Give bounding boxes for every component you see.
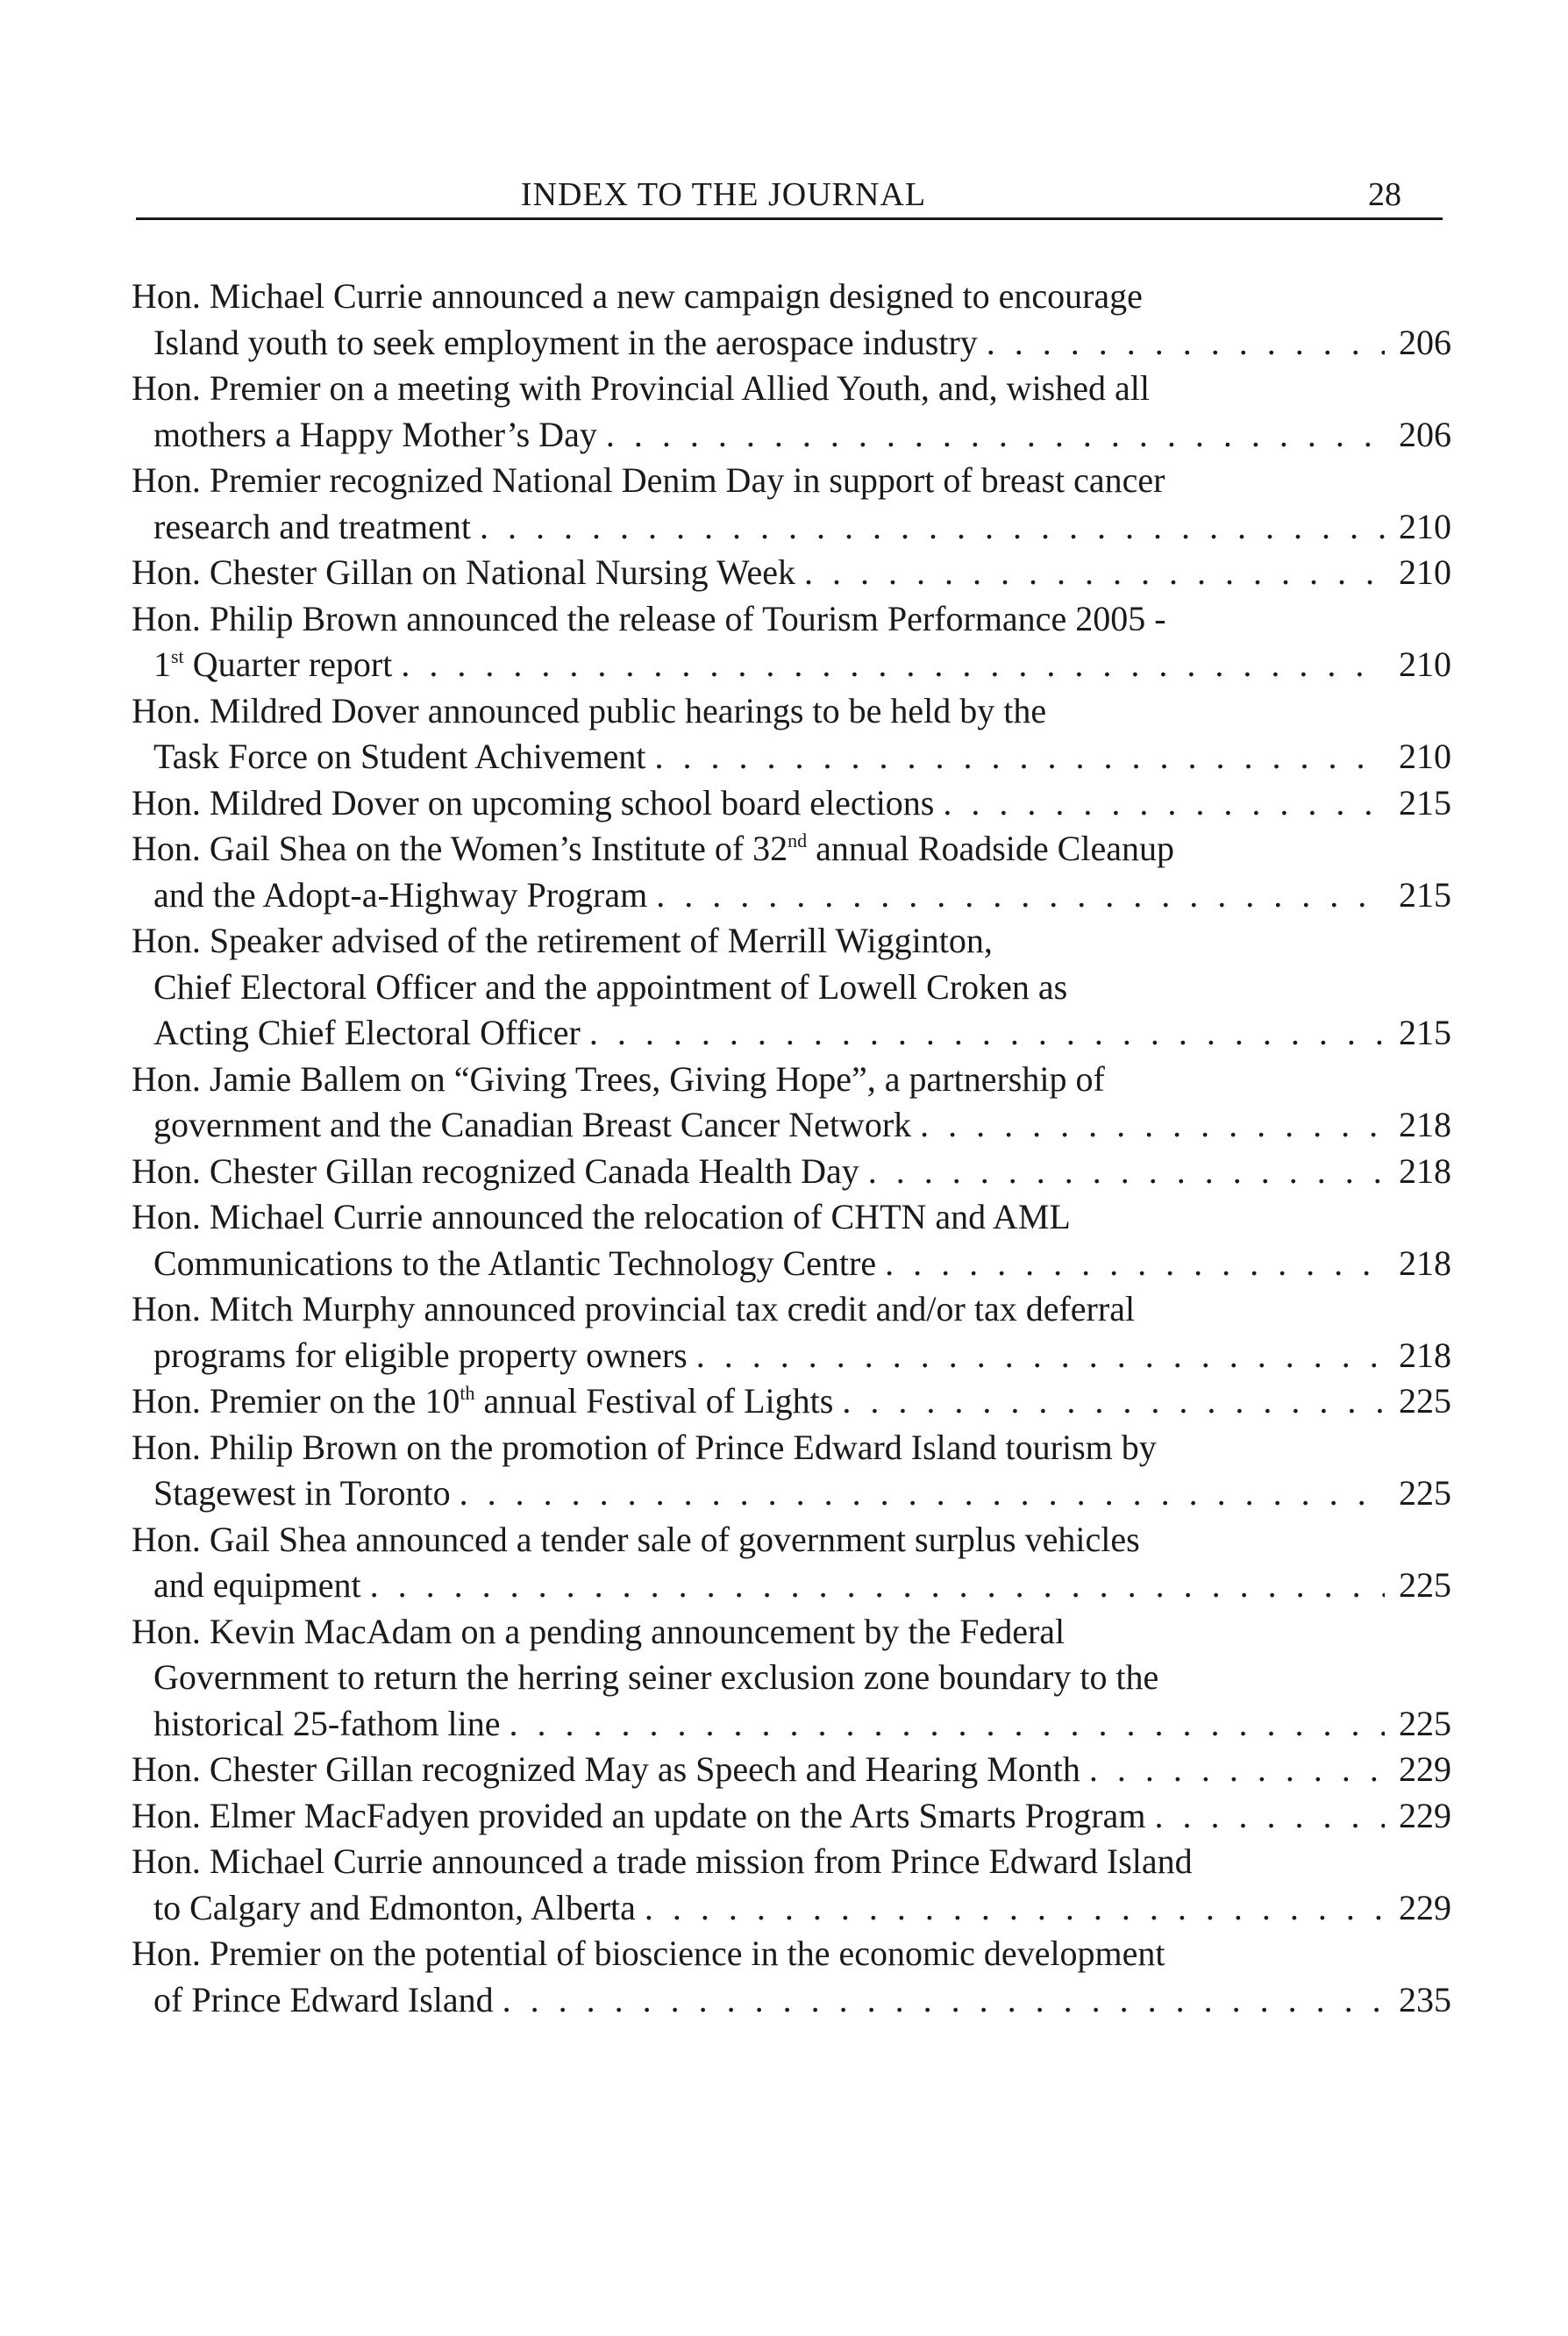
entry-text: Hon. Gail Shea on the Women’s Institute of 32 — [132, 829, 788, 868]
entry-page-number: 229 — [1399, 1887, 1451, 1927]
ordinal-number: 1 — [153, 645, 171, 684]
entry-page-number: 215 — [1399, 782, 1451, 823]
entry-line: research and treatment — [153, 506, 472, 546]
index-entry — [132, 918, 1451, 1057]
index-entry — [132, 1286, 1451, 1378]
index-entry — [132, 1931, 1451, 2023]
entry-line: Hon. Elmer MacFadyen provided an update on the Arts Smarts Program — [132, 1795, 1146, 1835]
entry-page-number: 206 — [1399, 414, 1451, 454]
entry-line: of Prince Edward Island — [153, 1979, 494, 2019]
entry-line: Hon. Chester Gillan recognized Canada Health Day — [132, 1150, 859, 1191]
entry-page-number: 210 — [1399, 552, 1451, 592]
leader-dots — [645, 1885, 1385, 1932]
entry-line — [132, 1378, 833, 1425]
index-entry — [132, 1517, 1451, 1609]
entry-line: Hon. Premier on a meeting with Provincial Allied Youth, and, wished all — [132, 368, 1150, 408]
entry-page-number: 225 — [1399, 1381, 1451, 1421]
entry-page-number: 225 — [1399, 1703, 1451, 1743]
entry-page-number: 206 — [1399, 322, 1451, 362]
entry-line: Hon. Philip Brown on the promotion of Prince Edward Island tourism by — [132, 1427, 1157, 1467]
leader-dots — [1089, 1747, 1385, 1793]
entry-line: Stagewest in Toronto — [153, 1473, 451, 1513]
leader-dots — [480, 504, 1385, 551]
entry-page-number: 218 — [1399, 1335, 1451, 1375]
entry-page-number: 225 — [1399, 1473, 1451, 1513]
entry-line: Hon. Mildred Dover on upcoming school board elections — [132, 782, 935, 823]
header-page-number: 28 — [1368, 176, 1401, 213]
leader-dots — [460, 1471, 1385, 1517]
entry-line — [132, 826, 1451, 872]
entry-line: programs for eligible property owners — [153, 1335, 688, 1375]
running-header — [136, 168, 1456, 223]
entry-line: Hon. Chester Gillan recognized May as Speech and Hearing Month — [132, 1749, 1080, 1789]
entry-page-number: 210 — [1399, 737, 1451, 776]
header-title: INDEX TO THE JOURNAL — [520, 176, 927, 213]
leader-dots — [401, 642, 1385, 688]
leader-dots — [589, 1010, 1385, 1057]
entry-text: Hon. Premier on the 10 — [132, 1381, 460, 1421]
index-entry — [132, 826, 1451, 918]
entry-page-number: 210 — [1399, 506, 1451, 546]
leader-dots — [370, 1563, 1385, 1609]
leader-dots — [606, 412, 1385, 459]
leader-dots — [509, 1701, 1385, 1748]
entry-line: Hon. Gail Shea announced a tender sale of government surplus vehicles — [132, 1519, 1140, 1559]
leader-dots — [502, 1977, 1385, 2024]
entry-line: Hon. Mitch Murphy announced provincial tax credit and/or tax deferral — [132, 1289, 1136, 1328]
entry-line: Communications to the Atlantic Technology Centre — [153, 1243, 877, 1283]
ordinal-suffix: st — [171, 645, 184, 667]
header-rule — [136, 217, 1443, 220]
entry-line: government and the Canadian Breast Cancer Network — [153, 1105, 912, 1144]
index-entry — [132, 1425, 1451, 1517]
entry-line: Government to return the herring seiner exclusion zone boundary to the — [153, 1657, 1159, 1697]
entry-line: mothers a Happy Mother’s Day — [153, 414, 597, 454]
leader-dots — [1154, 1793, 1385, 1840]
entry-line: Hon. Premier recognized National Denim Day in support of breast cancer — [132, 460, 1165, 500]
entry-page-number: 215 — [1399, 874, 1451, 915]
entry-text: Quarter report — [183, 645, 393, 684]
entry-line: Task Force on Student Achivement — [153, 737, 646, 776]
ordinal-suffix: th — [460, 1382, 475, 1404]
index-entry — [132, 458, 1451, 550]
leader-dots — [987, 320, 1385, 367]
entry-line: historical 25-fathom line — [153, 1703, 501, 1743]
entry-line: to Calgary and Edmonton, Alberta — [153, 1887, 636, 1927]
ordinal-suffix: nd — [788, 830, 808, 851]
entry-line: Hon. Speaker advised of the retirement of Merrill Wigginton, — [132, 921, 993, 960]
leader-dots — [920, 1102, 1385, 1149]
index-entry — [132, 1747, 1451, 1793]
entry-page-number: 229 — [1399, 1795, 1451, 1835]
entry-page-number: 235 — [1399, 1979, 1451, 2019]
entry-line: Hon. Chester Gillan on National Nursing Week — [132, 552, 796, 592]
index-entry — [132, 1378, 1451, 1425]
entry-line: Hon. Michael Currie announced the relocation of CHTN and AML — [132, 1197, 1071, 1236]
index-entry — [132, 688, 1451, 780]
entry-line: Hon. Michael Currie announced a new campaign designed to encourage — [132, 276, 1143, 316]
leader-dots — [868, 1149, 1385, 1195]
index-entry — [132, 1194, 1451, 1286]
entry-line: Island youth to seek employment in the aerospace industry — [153, 322, 978, 362]
entry-page-number: 218 — [1399, 1243, 1451, 1283]
index-entry — [132, 550, 1451, 596]
index-entry — [132, 596, 1451, 688]
entry-page-number: 229 — [1399, 1749, 1451, 1789]
entry-text: annual Roadside Cleanup — [807, 829, 1174, 868]
index-entry — [132, 1839, 1451, 1931]
entry-page-number: 218 — [1399, 1150, 1451, 1191]
entry-line — [153, 642, 392, 688]
entry-line: Hon. Jamie Ballem on “Giving Trees, Giving Hope”, a partnership of — [132, 1058, 1105, 1099]
index-entry — [132, 366, 1451, 458]
index-entry — [132, 1793, 1451, 1840]
leader-dots — [696, 1333, 1385, 1379]
entry-text: annual Festival of Lights — [474, 1381, 834, 1421]
entry-page-number: 215 — [1399, 1013, 1451, 1052]
entry-line: Hon. Mildred Dover announced public hearings to be held by the — [132, 690, 1047, 730]
entry-page-number: 210 — [1399, 645, 1451, 684]
entry-line: Chief Electoral Officer and the appointment of Lowell Croken as — [153, 966, 1068, 1007]
entry-line: and equipment — [153, 1565, 361, 1605]
index-entry — [132, 274, 1451, 366]
index-entry — [132, 1149, 1451, 1195]
index-entries — [132, 274, 1451, 2023]
leader-dots — [842, 1378, 1385, 1425]
leader-dots — [656, 872, 1385, 919]
entry-line: Hon. Philip Brown announced the release of Tourism Performance 2005 - — [132, 598, 1166, 638]
index-entry — [132, 780, 1451, 827]
entry-line: Hon. Kevin MacAdam on a pending announcement by the Federal — [132, 1611, 1066, 1651]
entry-line: Hon. Michael Currie announced a trade mission from Prince Edward Island — [132, 1841, 1193, 1881]
entry-page-number: 218 — [1399, 1105, 1451, 1144]
leader-dots — [804, 550, 1385, 596]
leader-dots — [885, 1241, 1385, 1287]
index-entry — [132, 1609, 1451, 1748]
entry-line: and the Adopt-a-Highway Program — [153, 874, 648, 915]
index-entry — [132, 1057, 1451, 1149]
entry-page-number: 225 — [1399, 1565, 1451, 1605]
leader-dots — [943, 780, 1385, 827]
entry-line: Hon. Premier on the potential of bioscience in the economic development — [132, 1934, 1165, 1973]
leader-dots — [655, 734, 1385, 780]
entry-line: Acting Chief Electoral Officer — [153, 1013, 581, 1052]
